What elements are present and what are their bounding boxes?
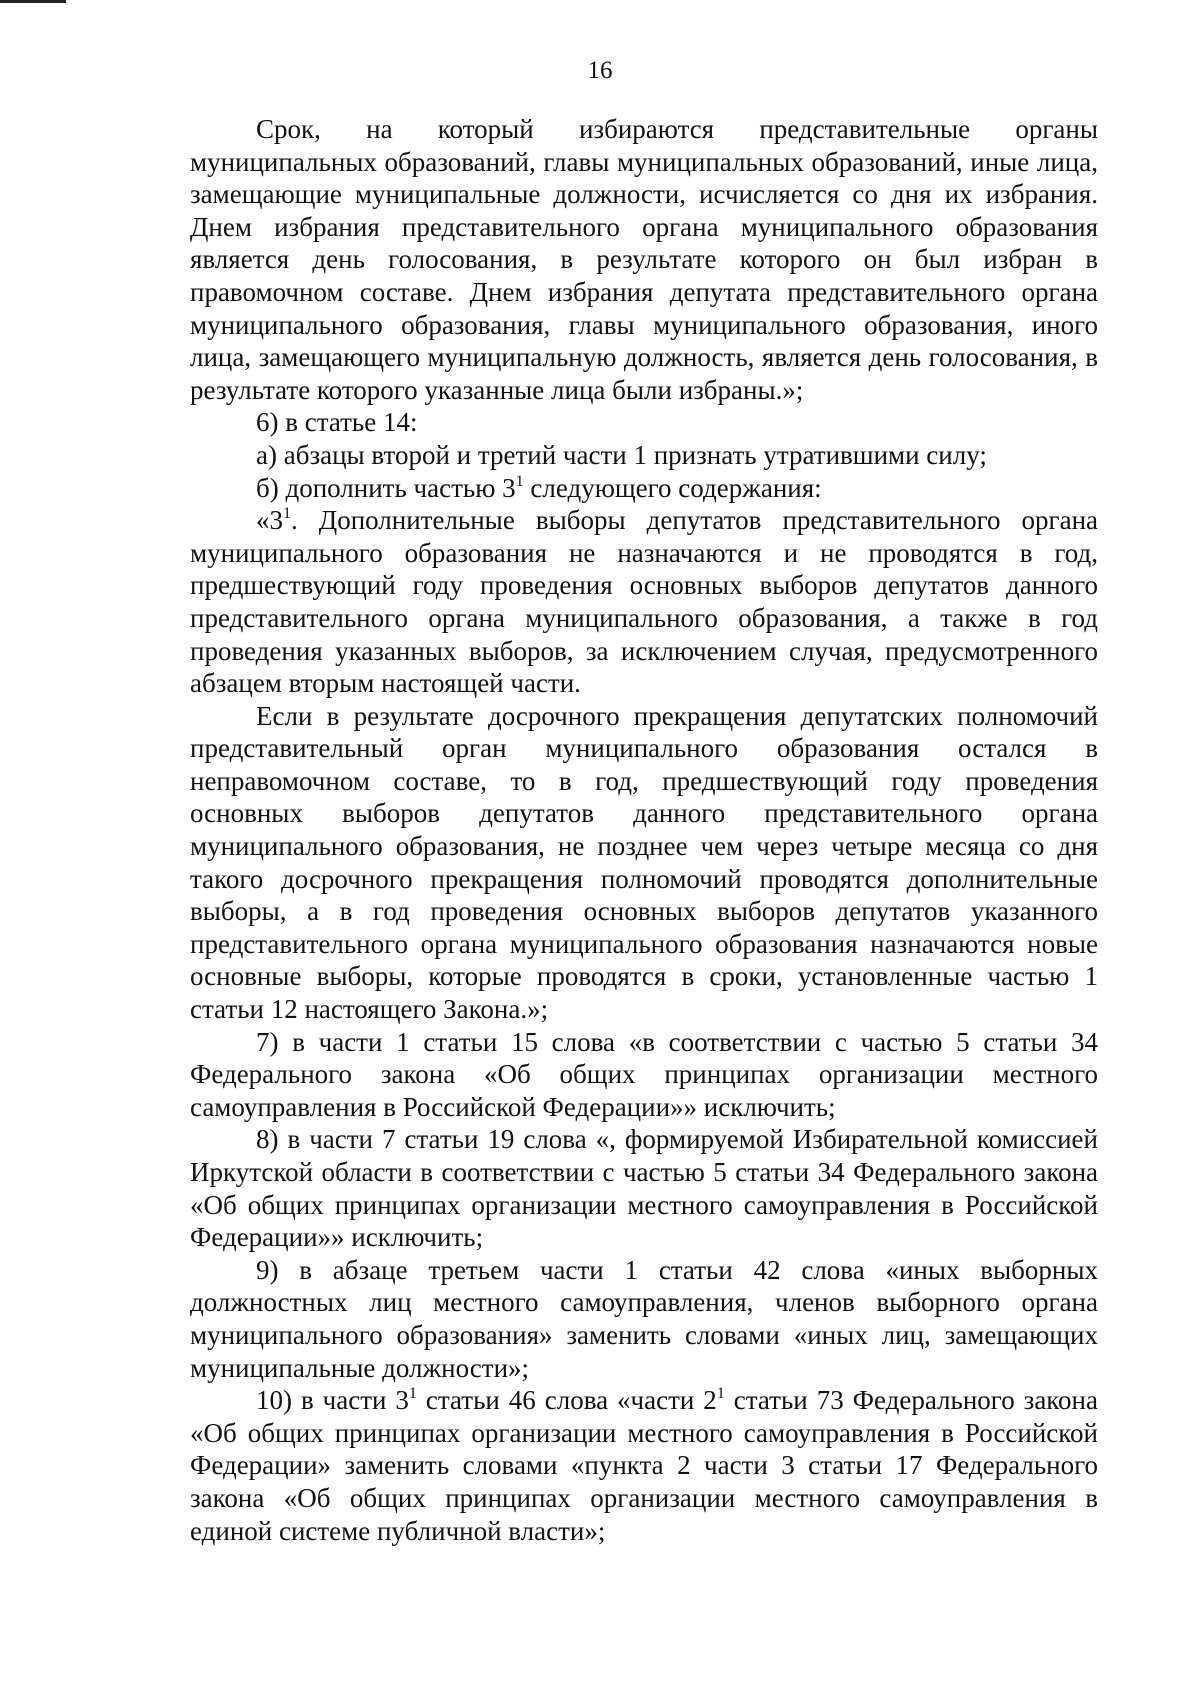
paragraph-item-6	[190, 406, 1098, 439]
superscript: 1	[408, 1385, 417, 1403]
paragraph-text: б) дополнить частью 3	[256, 472, 516, 503]
paragraph-text: статьи 46 слова «части 2	[416, 1385, 717, 1416]
paragraph-text: 6) в статье 14:	[256, 407, 418, 438]
paragraph-text: 10) в части 3	[256, 1385, 409, 1416]
paragraph-text: 9) в абзаце третьем части 1 статьи 42 слова «иных выборных должностных лиц местного самоуправления, членов выборного органа муниципального образования» заменить словами «иных лиц, замещающих муниципальные должности»;	[190, 1254, 1098, 1383]
scan-corner-mark	[0, 0, 66, 3]
paragraph-text: 7) в части 1 статьи 15 слова «в соответствии с частью 5 статьи 34 Федерального закона «Об общих принципах организации местного самоуправления в Российской Федерации»» исключить;	[190, 1026, 1098, 1122]
superscript: 1	[515, 472, 524, 490]
paragraph-item-8	[190, 1123, 1098, 1253]
paragraph-item-7	[190, 1026, 1098, 1124]
paragraph-text: . Дополнительные выборы депутатов представительного органа муниципального образования не назначаются и не проводятся в год, предшествующий году проведения основных выборов депутатов данного представительного органа муниципального образования, а также в год проведения указанных выборов, за исключением случая, предусмотренного абзацем вторым настоящей части.	[190, 505, 1098, 699]
paragraph-text: Если в результате досрочного прекращения депутатских полномочий представительный орган муниципального образования остался в неправомочном составе, то в год, предшествующий году проведения основных выборов депутатов данного представительного органа муниципального образования, не позднее чем через четыре месяца со дня такого досрочного прекращения полномочий проводятся дополнительные выборы, а в год проведения основных выборов депутатов указанного представительного органа муниципального образования назначаются новые основные выборы, которые проводятся в сроки, установленные частью 1 статьи 12 настоящего Закона.»;	[190, 700, 1098, 1025]
document-body	[190, 113, 1098, 1547]
paragraph-text: 8) в части 7 статьи 19 слова «, формируемой Избирательной комиссией Иркутской области в соответствии с частью 5 статьи 34 Федерального закона «Об общих принципах организации местного самоуправления в Российской Федерации»» исключить;	[190, 1124, 1098, 1253]
paragraph-term-of-office	[190, 113, 1098, 406]
paragraph-early-termination	[190, 700, 1098, 1026]
paragraph-text: «3	[256, 505, 283, 536]
paragraph-part-3-1	[190, 504, 1098, 700]
superscript: 1	[283, 505, 291, 523]
paragraph-item-10	[190, 1384, 1098, 1547]
paragraph-text: а) абзацы второй и третий части 1 признать утратившими силу;	[256, 439, 987, 470]
paragraph-text: следующего содержания:	[523, 472, 822, 503]
superscript: 1	[716, 1385, 725, 1403]
paragraph-text: статьи 73 Федерального закона «Об общих принципах организации местного самоуправления в Российской Федерации» заменить словами «пункта 2 части 3 статьи 17 Федерального закона «Об общих принципах организации местного самоуправления в единой системе публичной власти»;	[190, 1385, 1098, 1546]
paragraph-text: Срок, на который избираются представительные органы муниципальных образований, главы муниципальных образований, иные лица, замещающие муниципальные должности, исчисляется со дня их избрания. Днем избрания представительного органа муниципального образования является день голосования, в результате которого он был избран в правомочном составе. Днем избрания депутата представительного органа муниципального образования, главы муниципального образования, иного лица, замещающего муниципальную должность, является день голосования, в результате которого указанные лица были избраны.»;	[190, 114, 1098, 405]
paragraph-item-6b	[190, 472, 1098, 505]
paragraph-item-6a	[190, 439, 1098, 472]
page-number: 16	[587, 57, 613, 84]
paragraph-item-9	[190, 1254, 1098, 1384]
